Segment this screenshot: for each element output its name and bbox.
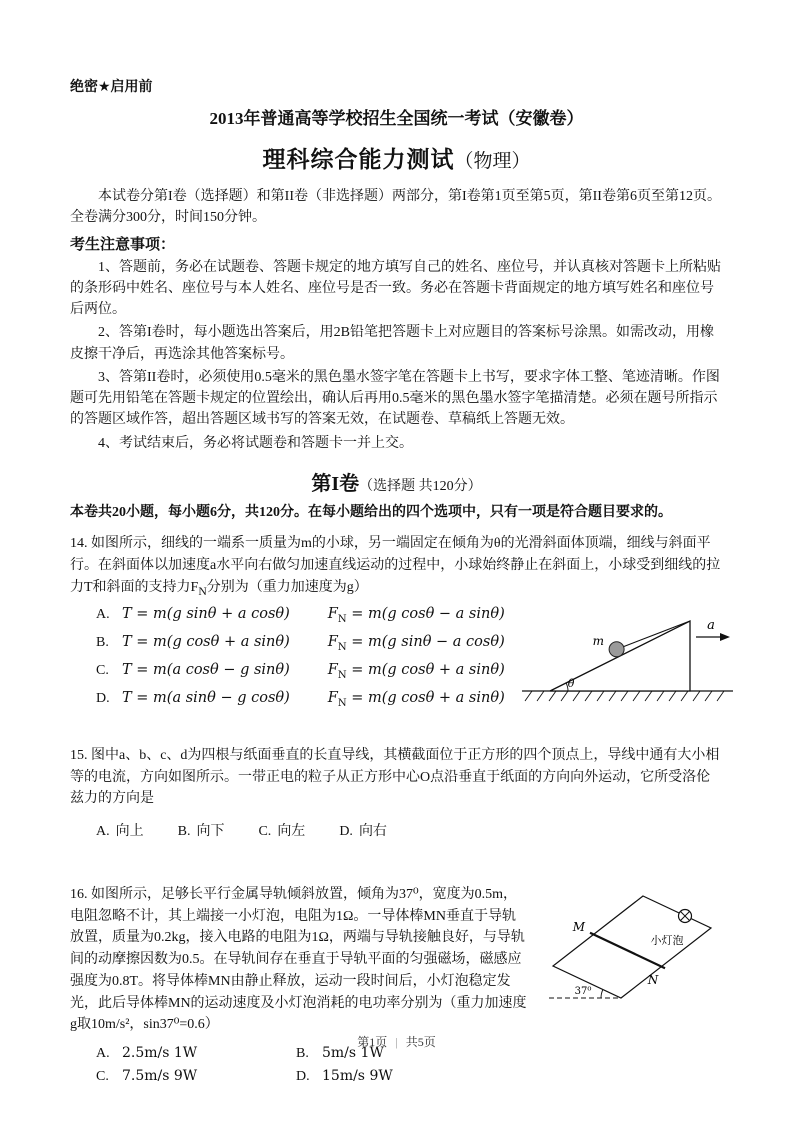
q15-option-a	[96, 820, 144, 840]
angle-label: 37⁰	[574, 986, 592, 998]
subject-paren: （物理）	[454, 151, 531, 172]
q16-option-c	[96, 1068, 296, 1085]
angle-label: θ	[567, 677, 575, 691]
footer-divider: |	[395, 1035, 398, 1049]
q15-option-b	[178, 820, 225, 840]
n-label: N	[647, 973, 659, 988]
m-label: M	[572, 920, 585, 935]
option-label: B.	[296, 1045, 309, 1061]
q14-stem-subscript: N	[198, 584, 207, 598]
q16-figure	[543, 886, 723, 1020]
option-label: D.	[96, 691, 110, 707]
option-label: A.	[96, 824, 110, 840]
page-number: 第1页	[357, 1035, 388, 1049]
page-total: 共5页	[405, 1035, 436, 1049]
accel-arrow-head	[720, 633, 730, 641]
question-16	[70, 884, 723, 1085]
q14-option-d	[96, 689, 505, 709]
option-text: 5m/s 1W	[322, 1044, 384, 1061]
formula-normal: $F_N = m(g$ cosθ + a sinθ)	[327, 662, 505, 682]
option-label: B.	[177, 824, 191, 840]
q15-option-c	[258, 820, 305, 840]
exam-intro: 本试卷分第I卷（选择题）和第II卷（非选择题）两部分，第I卷第1页至第5页，第II卷第6页至第12页。全卷满分300分，时间150分钟。	[70, 189, 721, 226]
option-text: 2.5m/s 1W	[122, 1044, 198, 1061]
option-label: C.	[96, 663, 109, 679]
q16-options	[96, 1045, 723, 1085]
q16-stem: 16. 如图所示，足够长平行金属导轨倾斜放置，倾角为37⁰，宽度为0.5m，电阻忽略不计，其上端接一小灯泡，电阻为1Ω。一导体棒MN垂直于导轨放置，质量为0.2kg，接入电路的电阻为1Ω，两端与导轨接触良好，与导轨间的动摩擦因数为0.5。在导轨间存在垂直于导轨平面的匀强磁场，磁感应强度为0.8T。将导体棒MN由静止释放，运动一段时间后，小灯泡稳定发光，此后导体棒MN的运动速度及小灯泡消耗的电功率分别为（重力加速度g取10m/s²，sin37⁰=0.6）	[70, 887, 527, 1033]
ball	[609, 642, 624, 657]
q15-options	[96, 820, 723, 840]
notice-item-4: 4、考试结束后，务必将试题卷和答题卡一并上交。	[98, 435, 413, 451]
q14-option-b	[96, 633, 505, 654]
ball-label: m	[592, 634, 604, 649]
exam-title: 2013年普通高等学校招生全国统一考试（安徽卷）	[209, 109, 584, 128]
option-label: A.	[96, 607, 110, 623]
option-text: 向上	[115, 824, 144, 840]
section-1-note: 本卷共20小题，每小题6分，共120分。在每小题给出的四个选项中，只有一项是符合题目要求的。	[70, 504, 672, 520]
formula-tension: T = m(g sinθ + a cosθ)	[122, 606, 290, 623]
option-label: C.	[258, 824, 272, 840]
option-label: D.	[296, 1068, 310, 1084]
subject-title	[70, 141, 723, 174]
q14-options	[70, 605, 723, 709]
question-14	[70, 533, 723, 709]
ground-hatching	[525, 691, 724, 701]
q16-option-d	[296, 1068, 496, 1085]
section-1-name: 第I卷	[311, 472, 360, 495]
notice-heading: 考生注意事项：	[70, 236, 176, 253]
notice-item-2: 2、答第I卷时，每小题选出答案后，用2B铅笔把答题卡上对应题目的答案标号涂黑。如需改动，用橡皮擦干净后，再选涂其他答案标号。	[70, 325, 714, 362]
option-label: C.	[96, 1068, 109, 1084]
q15-option-d	[339, 820, 387, 840]
lamp-label: 小灯泡	[650, 934, 684, 948]
q14-stem-text-2: 分别为（重力加速度为g）	[206, 579, 368, 595]
option-text: 7.5m/s 9W	[122, 1067, 198, 1084]
option-text: 15m/s 9W	[322, 1067, 393, 1084]
page-footer	[0, 1033, 793, 1050]
q14-stem-text: 14. 如图所示，细线的一端系一质量为m的小球，另一端固定在倾角为θ的光滑斜面体顶端，细线与斜面平行。在斜面体以加速度a水平向右做匀加速直线运动的过程中，小球始终静止在斜面上，小球受到细线的拉力T和斜面的支持力F	[70, 536, 721, 595]
q14-option-a	[96, 605, 505, 626]
angle-arc	[601, 990, 603, 999]
classification-label: 绝密★启用前	[70, 80, 153, 95]
formula-tension: T = m(a sinθ − g cosθ)	[122, 690, 290, 707]
q14-figure	[520, 601, 735, 707]
formula-tension: T = m(g cosθ + a sinθ)	[122, 634, 290, 651]
formula-tension: T = m(a cosθ − g sinθ)	[122, 662, 290, 679]
formula-normal: $F_N = m(g$ sinθ − a cosθ)	[327, 634, 505, 654]
formula-normal: $F_N = m(g$ cosθ + a sinθ)	[327, 690, 505, 709]
notice-item-3: 3、答第II卷时，必须使用0.5毫米的黑色墨水签字笔在答题卡上书写，要求字体工整、笔迹清晰。作图题可先用铅笔在答题卡规定的位置绘出，确认后再用0.5毫米的黑色墨水签字笔描清楚。必须在题号所指示的答题区域作答，超出答题区域书写的答案无效，在试题卷、草稿纸上答题无效。	[70, 369, 720, 428]
option-label: D.	[339, 824, 353, 840]
section-1-title	[70, 467, 723, 496]
section-1-subtitle: （选择题 共120分）	[359, 478, 482, 494]
notice-item-1: 1、答题前，务必在试题卷、答题卡规定的地方填写自己的姓名、座位号，并认真核对答题卡上所粘贴的条形码中姓名、座位号与本人姓名、座位号是否一致。务必在答题卡背面规定的地方填写姓名和座位号后两位。	[70, 259, 721, 318]
option-text: 向右	[358, 824, 387, 840]
question-15	[70, 745, 723, 840]
option-text: 向左	[277, 824, 306, 840]
accel-label: a	[707, 618, 715, 634]
q15-stem: 15. 图中a、b、c、d为四根与纸面垂直的长直导线，其横截面位于正方形的四个顶点上，导线中通有大小相等的电流，方向如图所示。一带正电的粒子从正方形中心O点沿垂直于纸面的方向向外运动，它所受洛伦兹力的方向是	[70, 748, 720, 807]
formula-normal: $F_N = m(g$ cosθ − a sinθ)	[327, 606, 505, 626]
option-label: B.	[96, 635, 109, 651]
option-text: 向下	[196, 824, 225, 840]
subject-name: 理科综合能力测试	[262, 147, 455, 172]
option-label: A.	[96, 1045, 110, 1061]
q14-option-c	[96, 661, 505, 682]
q14-stem	[70, 533, 723, 600]
